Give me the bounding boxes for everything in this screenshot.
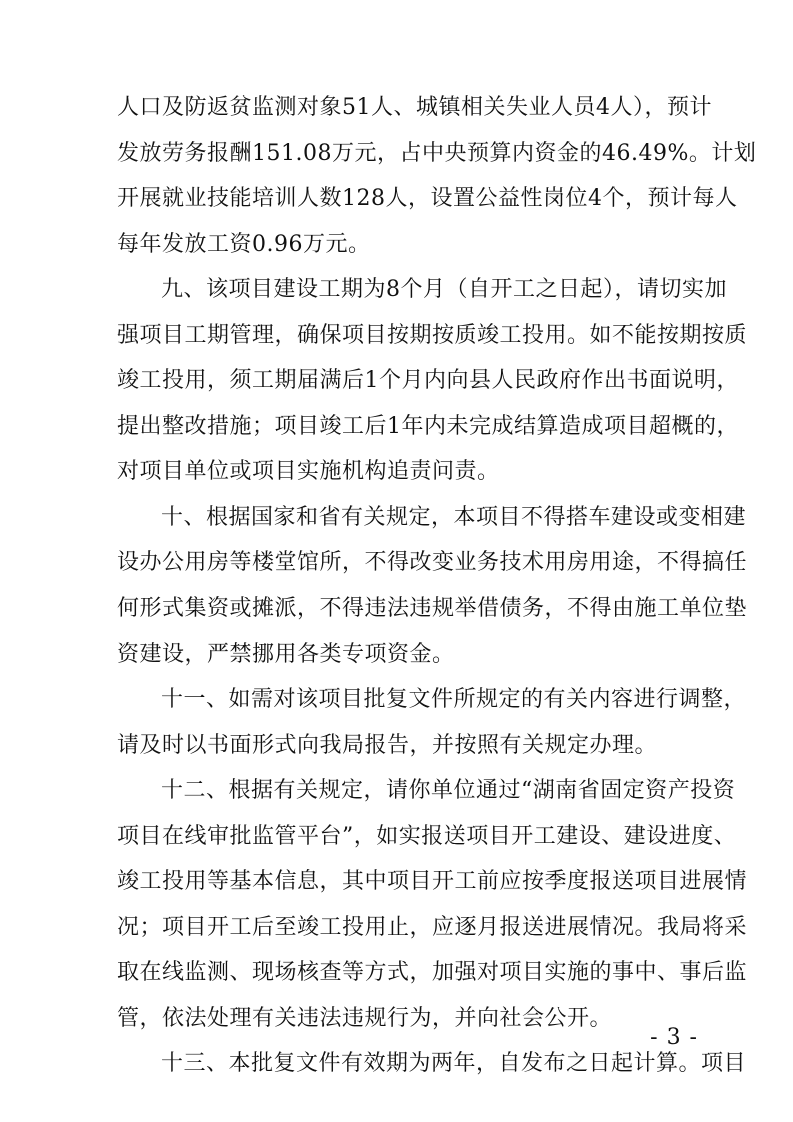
text-line: 管，依法处理有关违法违规行为，并向社会公开。 bbox=[117, 1006, 613, 1031]
text-line: 竣工投用等基本信息，其中项目开工前应按季度报送项目进展情 bbox=[117, 869, 748, 894]
text-line: 何形式集资或摊派，不得违法违规举借债务，不得由施工单位垫 bbox=[117, 596, 748, 621]
text-line: 人口及防返贫监测对象51人、城镇相关失业人员4人），预计 bbox=[117, 95, 712, 120]
text-line: 况；项目开工后至竣工投用止，应逐月报送进展情况。我局将采 bbox=[117, 915, 748, 940]
paragraph-10-first-line: 十、根据国家和省有关规定，本项目不得搭车建设或变相建 bbox=[161, 505, 747, 530]
text-line: 请及时以书面形式向我局报告，并按照有关规定办理。 bbox=[117, 733, 658, 758]
text-line: 强项目工期管理，确保项目按期按质竣工投用。如不能按期按质 bbox=[117, 323, 748, 348]
text-line: 资建设，严禁挪用各类专项资金。 bbox=[117, 642, 455, 667]
text-line: 取在线监测、现场核查等方式，加强对项目实施的事中、事后监 bbox=[117, 960, 748, 985]
paragraph-11-first-line: 十一、如需对该项目批复文件所规定的有关内容进行调整， bbox=[161, 687, 747, 712]
text-line: 每年发放工资0.96万元。 bbox=[117, 232, 371, 257]
text-line: 发放劳务报酬151.08万元，占中央预算内资金的46.49%。计划 bbox=[117, 141, 757, 166]
paragraph-9-first-line: 九、该项目建设工期为8个月（自开工之日起），请切实加 bbox=[161, 277, 727, 302]
paragraph-12-first-line: 十二、根据有关规定，请你单位通过“湖南省固定资产投资 bbox=[161, 778, 736, 803]
text-line: 竣工投用，须工期届满后1个月内向县人民政府作出书面说明， bbox=[117, 368, 739, 393]
text-line: 提出整改措施；项目竣工后1年内未完成结算造成项目超概的， bbox=[117, 414, 739, 439]
text-line: 对项目单位或项目实施机构追责问责。 bbox=[117, 459, 500, 484]
text-line: 项目在线审批监管平台”，如实报送项目开工建设、建设进度、 bbox=[117, 824, 737, 849]
text-line: 设办公用房等楼堂馆所，不得改变业务技术用房用途，不得搞任 bbox=[117, 550, 748, 575]
page-number: - 3 - bbox=[650, 1025, 698, 1050]
text-line: 开展就业技能培训人数128人，设置公益性岗位4个，预计每人 bbox=[117, 186, 738, 211]
paragraph-13-first-line: 十三、本批复文件有效期为两年，自发布之日起计算。项目 bbox=[161, 1051, 747, 1076]
